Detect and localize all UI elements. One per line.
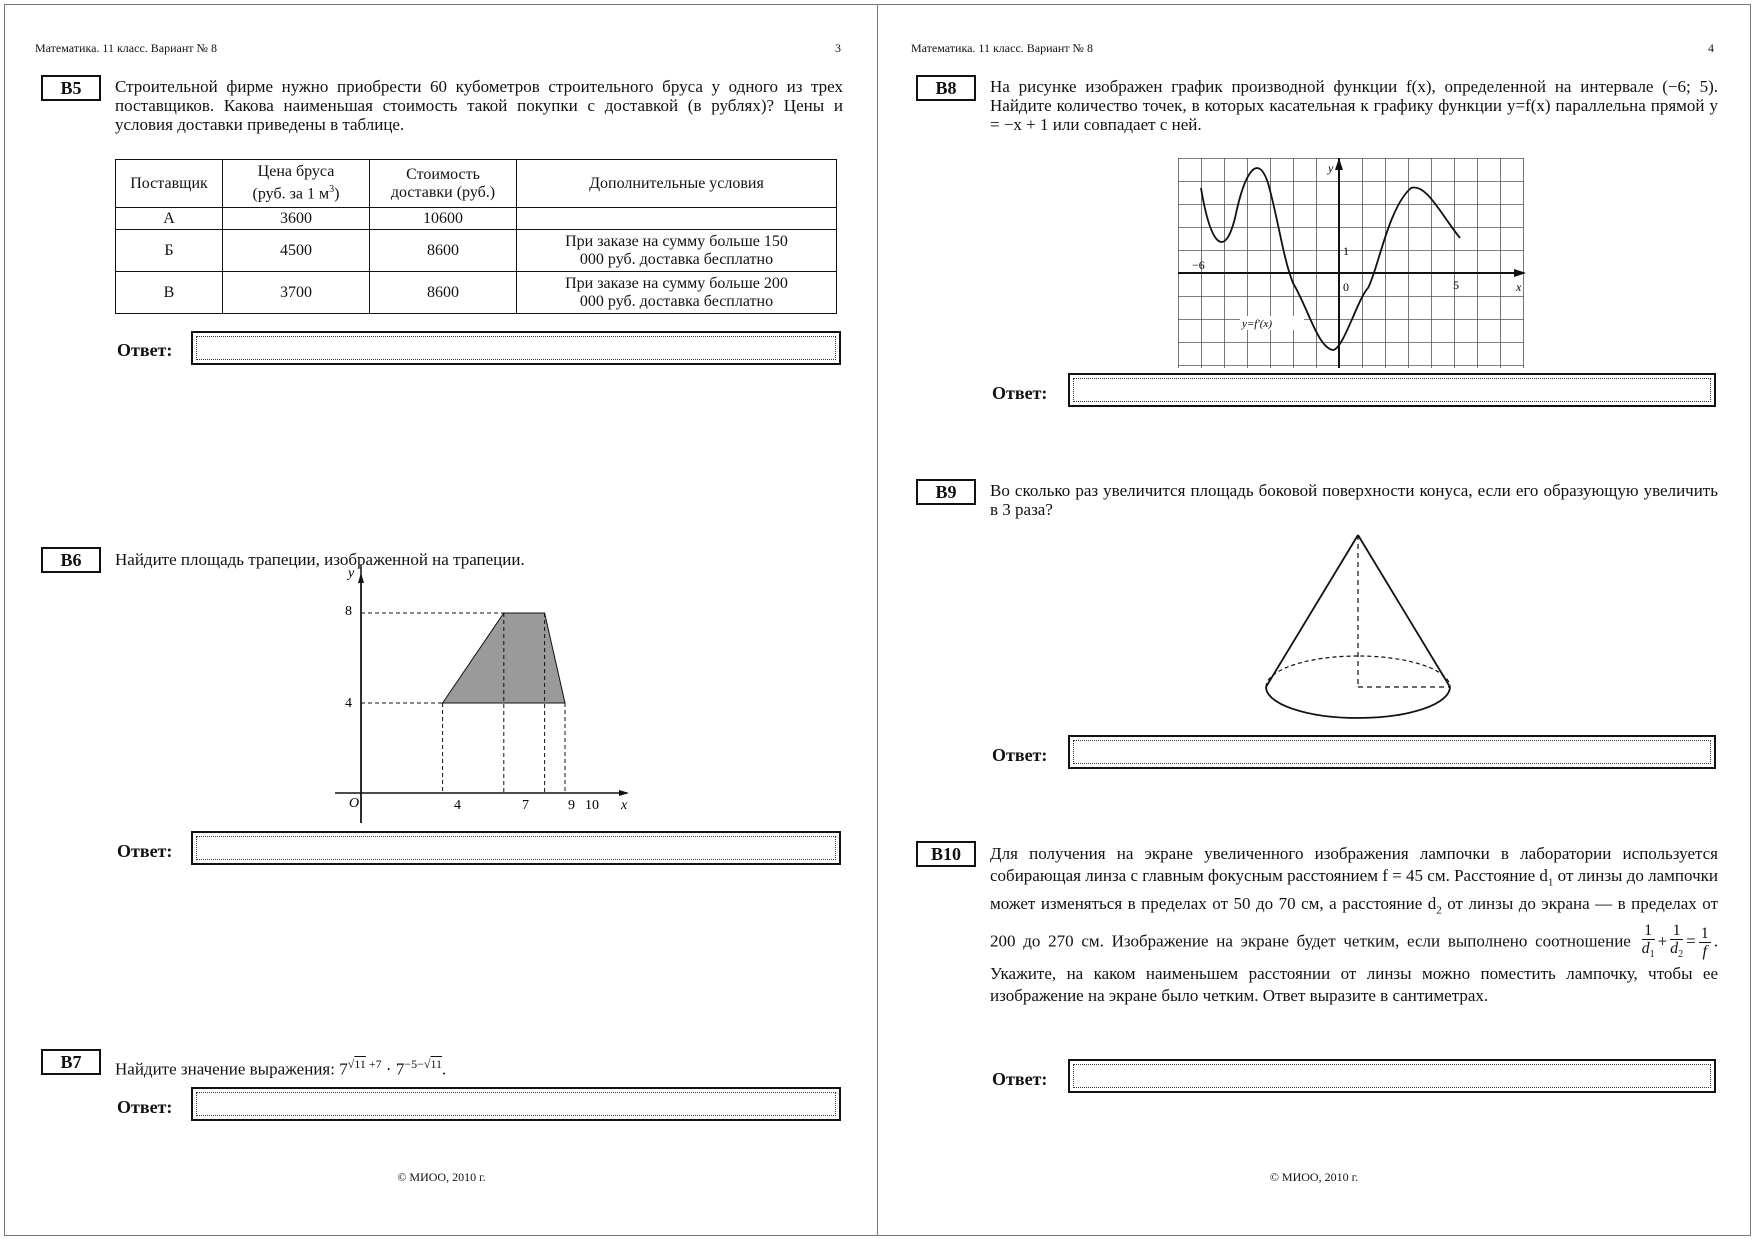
table-row: А 3600 10600 <box>116 208 837 230</box>
origin-label: O <box>349 796 360 811</box>
y-tick-label: 4 <box>345 696 352 711</box>
table-row: Б 4500 8600 При заказе на сумму больше 150 000 руб. доставка бесплатно <box>116 230 837 272</box>
page-footer: © МИОО, 2010 г. <box>1269 1170 1359 1184</box>
b5-question: Строительной фирме нужно приобрести 60 кубометров строительного бруса у одного из трех поставщиков. Какова наименьшая стоимость такой покупки с доставкой (в рублях)? Цены и условия доставки приведены в таблице. <box>115 77 843 134</box>
col-conditions: Дополнительные условия <box>517 160 837 208</box>
y-axis-label: y <box>1328 161 1334 175</box>
page-left <box>4 4 879 1236</box>
one-label: 1 <box>1343 244 1349 258</box>
trapezoid-graph <box>305 565 635 830</box>
cone-figure <box>1258 525 1458 730</box>
x-tick-label: 9 <box>568 798 575 813</box>
task-tag-b7: B7 <box>41 1049 101 1075</box>
task-tag-b6: B6 <box>41 547 101 573</box>
page-right <box>877 4 1751 1236</box>
task-tag-b9: B9 <box>916 479 976 505</box>
derivative-graph <box>1178 158 1530 370</box>
answer-field-b7[interactable] <box>191 1087 841 1121</box>
b7-question: Найдите значение выражения: $7^{√11 +7} \cdot 7^{-5-√11}$. <box>115 1057 447 1079</box>
page-header: Математика. 11 класс. Вариант № 8 <box>911 41 1093 55</box>
x-tick-label: 10 <box>585 798 599 813</box>
b10-question: Для получения на экране увеличенного изображения лампочки в лаборатории используется собирающая линза с главным фокусным расстоянием f = 45 см. Расстояние $d_1$ от линзы до лампочки может изменяться в пределах от 50 до 70 см, а расстояние $d_2$ от линзы до экрана — в пределах от 200 до 270 см. Изображение на экране будет четким, если выполнено соотношение $\frac{1}{d_1}$ + $\frac{1}{d_2}$ = $\frac{1}{f}$ . Укажите, на каком наименьшем расстоянии от линзы можно поместить лампочку, чтобы ее изображение на экране было четким. Ответ выразите в сантиметрах. <box>990 844 1719 1005</box>
x-tick-label: 7 <box>522 798 529 813</box>
page-number: 3 <box>835 41 841 55</box>
col-delivery: Стоимость доставки (руб.) <box>370 160 517 208</box>
col-supplier: Поставщик <box>116 160 223 208</box>
task-tag-b5: B5 <box>41 75 101 101</box>
function-label: y=f′(x) <box>1242 318 1272 330</box>
answer-field-b9[interactable] <box>1068 735 1716 769</box>
answer-label-b10: Ответ: <box>992 1069 1048 1089</box>
x-axis-label: x <box>1516 280 1522 294</box>
answer-field-b5[interactable] <box>191 331 841 365</box>
y-axis-label: y <box>348 566 355 581</box>
answer-label-b9: Ответ: <box>992 745 1048 765</box>
answer-field-b10[interactable] <box>1068 1059 1716 1093</box>
suppliers-table <box>115 159 837 314</box>
answer-field-b8[interactable] <box>1068 373 1716 407</box>
page-header: Математика. 11 класс. Вариант № 8 <box>35 41 217 55</box>
answer-field-b6[interactable] <box>191 831 841 865</box>
zero-label: 0 <box>1343 280 1349 294</box>
b9-question: Во сколько раз увеличится площадь боковой поверхности конуса, если его образующую увеличить в 3 раза? <box>990 481 1718 519</box>
x-tick-label: 4 <box>454 798 461 813</box>
b8-question: На рисунке изображен график производной функции f(x), определенной на интервале (−6; 5). Найдите количество точек, в которых касательная к графику функции y=f(x) параллельна прямой y = −x + 1 или совпадает с ней. <box>990 77 1718 134</box>
table-row: В 3700 8600 При заказе на сумму больше 200 000 руб. доставка бесплатно <box>116 272 837 314</box>
y-tick-label: 8 <box>345 604 352 619</box>
minus-six-label: −6 <box>1192 258 1205 272</box>
x-axis-label: x <box>621 798 628 813</box>
task-tag-b10: B10 <box>916 841 976 867</box>
b6-question: Найдите площадь трапеции, изображенной на трапеции. <box>115 550 525 569</box>
page-number: 4 <box>1708 41 1714 55</box>
col-price: Цена бруса (руб. за 1 $м^3$) <box>223 160 370 208</box>
answer-label-b8: Ответ: <box>992 383 1048 403</box>
grid <box>1178 158 1524 368</box>
answer-label-b6: Ответ: <box>117 841 173 861</box>
task-tag-b8: B8 <box>916 75 976 101</box>
answer-label-b7: Ответ: <box>117 1097 173 1117</box>
five-label: 5 <box>1453 278 1459 292</box>
derivative-curve <box>1201 168 1460 350</box>
answer-label-b5: Ответ: <box>117 340 173 360</box>
page-footer: © МИОО, 2010 г. <box>397 1170 486 1184</box>
